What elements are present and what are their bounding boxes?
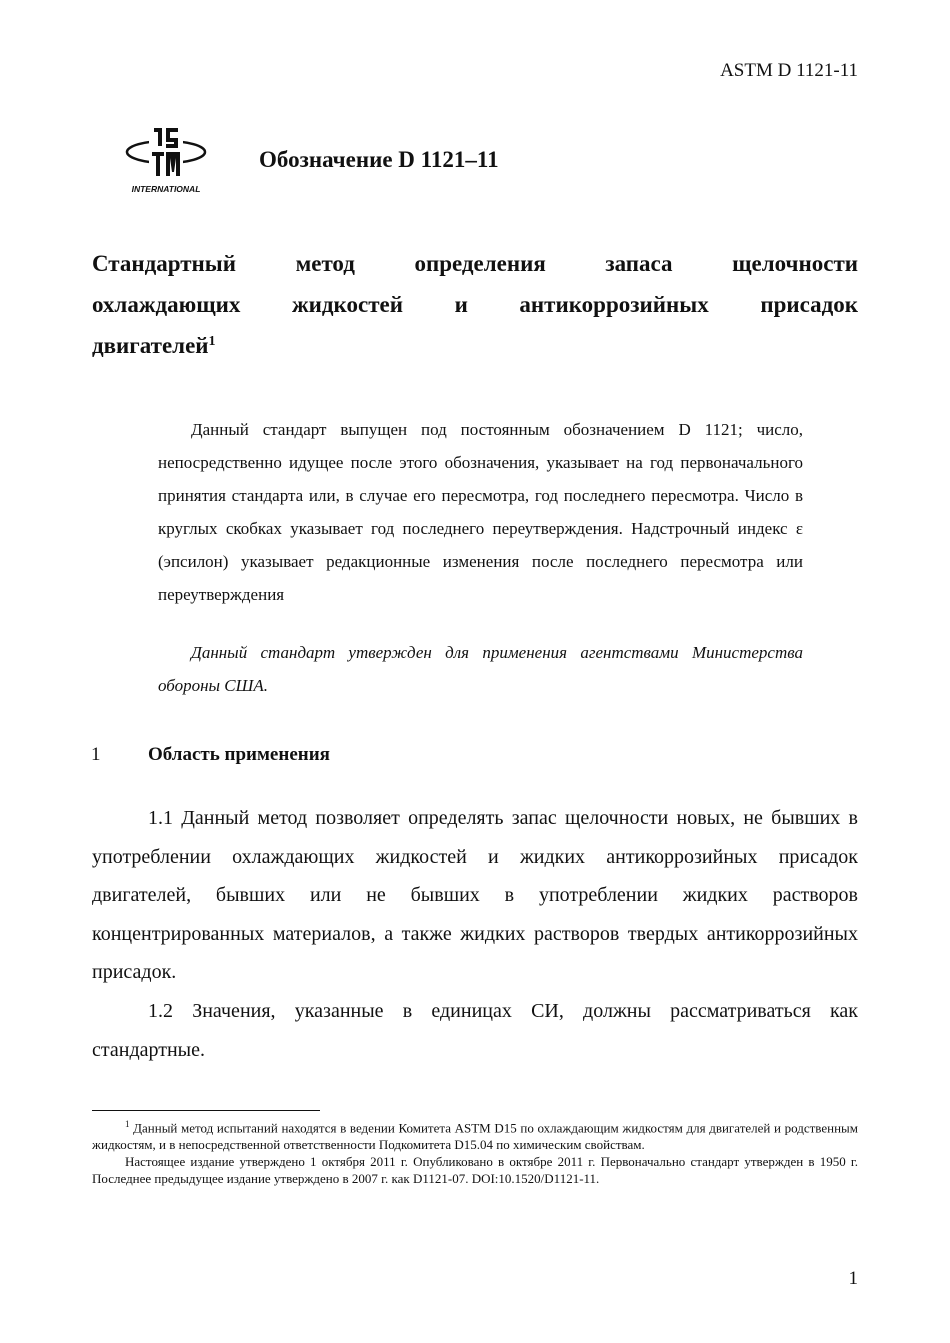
section-number: 1 xyxy=(91,744,101,765)
page-number: 1 xyxy=(848,1268,858,1289)
footnote-2: Настоящее издание утверждено 1 октября 2011 г. Опубликовано в октябре 2011 г. Первоначально стандарт утвержден в 1950 г. Последнее предыдущее издание утверждено в 2007 г. как D1121-07. DOI:10.1520/D1121-11. xyxy=(92,1154,858,1187)
dod-text: Данный стандарт утвержден для применения агентствами Министерства обороны США. xyxy=(158,643,803,695)
paragraph-1-1 xyxy=(92,799,858,992)
designation-notice xyxy=(158,413,803,611)
logo-subtext: INTERNATIONAL xyxy=(131,184,201,194)
footnotes xyxy=(92,1116,858,1187)
title-line-2: охлаждающих жидкостей и антикоррозийных присадок xyxy=(92,292,858,317)
footnote-divider xyxy=(92,1110,320,1111)
section-title: Область применения xyxy=(148,744,330,765)
title-line-3: двигателей xyxy=(92,333,209,358)
designation-heading: Обозначение D 1121–11 xyxy=(259,147,499,172)
footnote-1-text: Данный метод испытаний находятся в ведении Комитета ASTM D15 по охлаждающим жидкостям для двигателей и родственным жидкостям, и в непосредственной ответственности Подкомитета D15.04 по химическим свойствам. xyxy=(92,1120,858,1153)
notice-text: Данный стандарт выпущен под постоянным обозначением D 1121; число, непосредственно идущее после этого обозначения, указывает на год первоначального принятия стандарта или, в случае его пересмотра, год последнего пересмотра. Число в круглых скобках указывает год последнего переутверждения. Надстрочный индекс ε (эпсилон) указывает редакционные изменения после последнего пересмотра или переутверждения xyxy=(158,420,803,604)
paragraph-1-2-text: 1.2 Значения, указанные в единицах СИ, должны рассматриваться как стандартные. xyxy=(92,1000,858,1061)
footnote-mark: 1 xyxy=(125,1119,130,1129)
title-line-1: Стандартный метод определения запаса щелочности xyxy=(92,251,858,276)
title-footnote-mark: 1 xyxy=(208,334,216,349)
document-title xyxy=(92,243,858,366)
dod-notice xyxy=(158,636,803,702)
paragraph-1-2 xyxy=(92,992,858,1069)
document-code: ASTM D 1121-11 xyxy=(720,60,858,81)
paragraph-1-1-text: 1.1 Данный метод позволяет определять запас щелочности новых, не бывших в употреблении охлаждающих жидкостей и жидких антикоррозийных присадок двигателей, бывших или не бывших в употреблении жидких растворов концентрированных материалов, а также жидких растворов твердых антикоррозийных присадок. xyxy=(92,807,858,983)
astm-logo-graphic xyxy=(124,122,208,196)
footnote-1 xyxy=(92,1116,858,1153)
astm-logo xyxy=(124,122,208,196)
